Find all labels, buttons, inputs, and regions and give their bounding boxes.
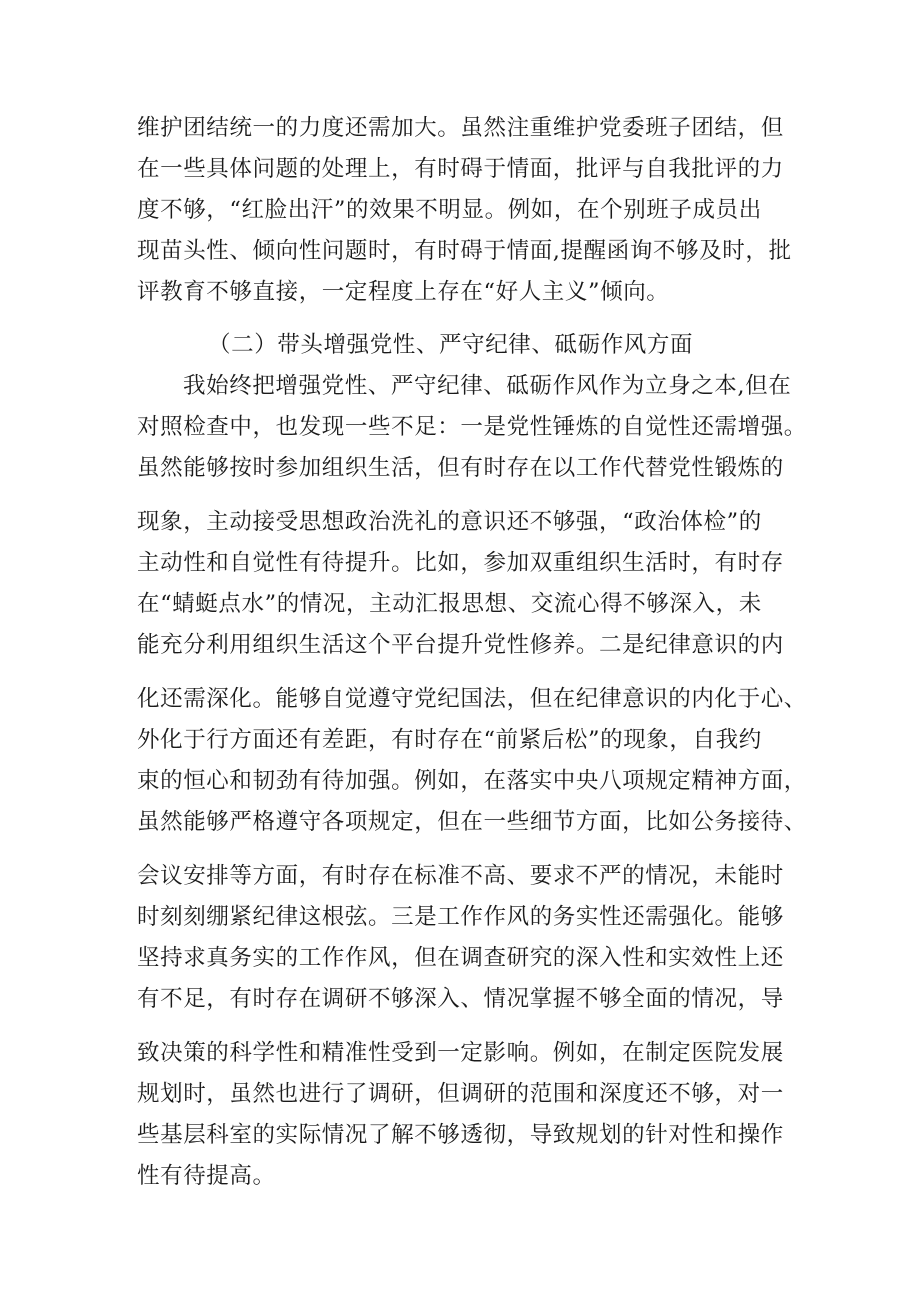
text-line: 维护团结统一的力度还需加大。虽然注重维护党委班子团结，但 xyxy=(137,115,784,141)
text-line: 评教育不够直接，一定程度上存在“好人主义”倾向。 xyxy=(137,279,670,305)
text-line: 能充分利用组织生活这个平台提升党性修养。二是纪律意识的内 xyxy=(137,632,784,658)
text-line: 外化于行方面还有差距，有时存在“前紧后松”的现象，自我约 xyxy=(137,727,762,753)
text-line: 主动性和自觉性有待提升。比如，参加双重组织生活时，有时存 xyxy=(137,550,784,576)
text-line: 在一些具体问题的处理上，有时碍于情面，批评与自我批评的力 xyxy=(137,156,784,182)
text-line: 现苗头性、倾向性问题时，有时碍于情面,提醒函询不够及时，批 xyxy=(137,238,792,264)
text-line: 会议安排等方面，有时存在标准不高、要求不严的情况，未能时 xyxy=(137,863,784,889)
section-heading: （二）带头增强党性、严守纪律、砥砺作风方面 xyxy=(208,332,694,358)
text-line: 时刻刻绷紧纪律这根弦。三是工作作风的务实性还需强化。能够 xyxy=(137,904,784,930)
text-line: 些基层科室的实际情况了解不够透彻，导致规划的针对性和操作 xyxy=(137,1122,784,1148)
text-line: 性有待提高。 xyxy=(137,1163,276,1189)
text-line: 我始终把增强党性、严守纪律、砥砺作风作为立身之本,但在 xyxy=(183,373,792,399)
text-line: 坚持求真务实的工作作风，但在调查研究的深入性和实效性上还 xyxy=(137,945,784,971)
text-line: 虽然能够严格遵守各项规定，但在一些细节方面，比如公务接待、 xyxy=(137,809,807,835)
text-line: 有不足，有时存在调研不够深入、情况掌握不够全面的情况，导 xyxy=(137,986,784,1012)
text-line: 现象，主动接受思想政治洗礼的意识还不够强，“政治体检”的 xyxy=(137,509,762,535)
text-line: 化还需深化。能够自觉遵守党纪国法，但在纪律意识的内化于心、 xyxy=(137,686,807,712)
text-line: 虽然能够按时参加组织生活，但有时存在以工作代替党性锻炼的 xyxy=(137,455,784,481)
text-line: 规划时，虽然也进行了调研，但调研的范围和深度还不够，对一 xyxy=(137,1081,784,1107)
text-line: 对照检查中，也发现一些不足：一是党性锤炼的自觉性还需增强。 xyxy=(137,414,807,440)
text-line: 致决策的科学性和精准性受到一定影响。例如，在制定医院发展 xyxy=(137,1040,784,1066)
text-line: 在“蜻蜓点水”的情况，主动汇报思想、交流心得不够深入，未 xyxy=(137,591,762,617)
text-line: 束的恒心和韧劲有待加强。例如，在落实中央八项规定精神方面， xyxy=(137,768,807,794)
text-line: 度不够，“红脸出汗”的效果不明显。例如，在个别班子成员出 xyxy=(137,197,762,223)
